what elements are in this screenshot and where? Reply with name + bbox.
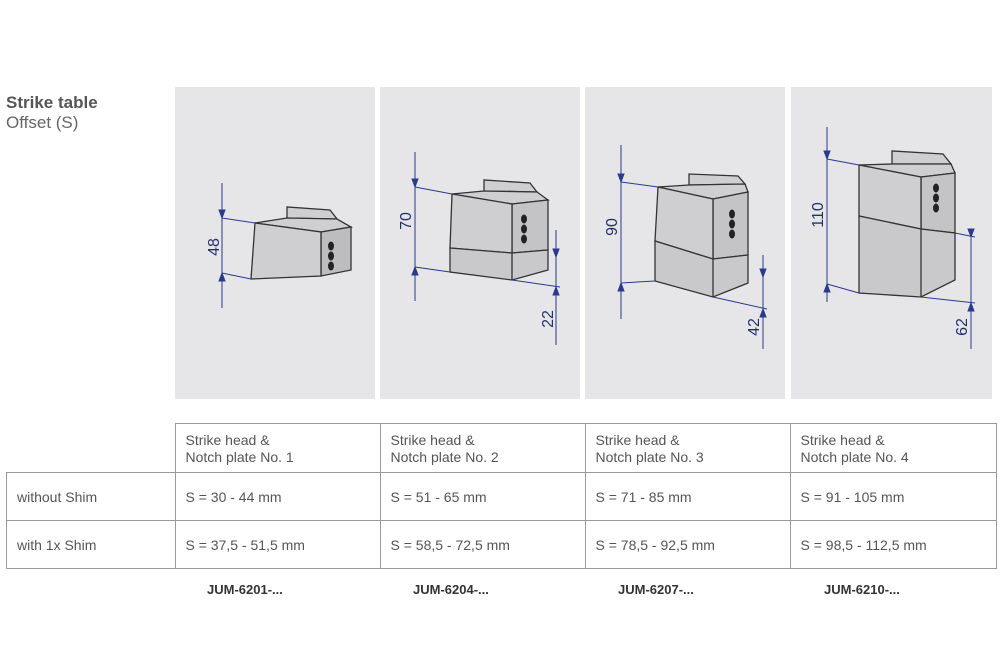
header-line2: Notch plate No. 1 xyxy=(185,449,294,465)
header-line1: Strike head & xyxy=(390,432,475,448)
table-cell: S = 78,5 - 92,5 mm xyxy=(585,521,790,569)
header-line2: Notch plate No. 2 xyxy=(390,449,499,465)
row-label-with-shim: with 1x Shim xyxy=(7,521,176,569)
header-line2: Notch plate No. 4 xyxy=(800,449,909,465)
strike-panel-3 xyxy=(585,87,785,399)
strike-head-1-drawing xyxy=(175,87,375,399)
table-row xyxy=(7,473,997,521)
strike-head-2-drawing xyxy=(380,87,580,399)
table-cell: S = 37,5 - 51,5 mm xyxy=(175,521,380,569)
table-cell: S = 91 - 105 mm xyxy=(790,473,996,521)
table-header-cell xyxy=(380,424,585,473)
page-subtitle: Offset (S) xyxy=(6,113,79,132)
article-code-1: JUM-6201-... xyxy=(207,582,283,597)
strike-panel-2 xyxy=(380,87,580,399)
dimension-label-70: 70 xyxy=(398,212,415,230)
header-line1: Strike head & xyxy=(595,432,680,448)
strike-head-1-shape xyxy=(251,207,351,279)
slot-holes-2 xyxy=(521,215,527,244)
article-code-2: JUM-6204-... xyxy=(413,582,489,597)
strike-head-3-drawing xyxy=(585,87,785,399)
table-cell: S = 51 - 65 mm xyxy=(380,473,585,521)
table-cell: S = 98,5 - 112,5 mm xyxy=(790,521,996,569)
strike-head-4-drawing xyxy=(791,87,992,399)
dimension-label-22: 22 xyxy=(540,310,557,328)
strike-head-2-shape xyxy=(450,180,548,280)
row-label-without-shim: without Shim xyxy=(7,473,176,521)
article-code-3: JUM-6207-... xyxy=(618,582,694,597)
slot-holes-1 xyxy=(328,242,334,271)
slot-holes-3 xyxy=(729,210,735,239)
table-header-cell xyxy=(790,424,996,473)
table-cell: S = 58,5 - 72,5 mm xyxy=(380,521,585,569)
page-title: Strike table xyxy=(6,93,98,112)
header-line2: Notch plate No. 3 xyxy=(595,449,704,465)
header-line1: Strike head & xyxy=(800,432,885,448)
strike-panel-1 xyxy=(175,87,375,399)
slot-holes-4 xyxy=(933,184,939,213)
table-header-row xyxy=(7,424,997,473)
title-block xyxy=(6,93,98,133)
table-row xyxy=(7,521,997,569)
strike-head-4-shape xyxy=(859,151,955,297)
dimension-label-110: 110 xyxy=(810,202,827,228)
article-code-4: JUM-6210-... xyxy=(824,582,900,597)
table-cell: S = 71 - 85 mm xyxy=(585,473,790,521)
strike-panel-4 xyxy=(791,87,992,399)
dimension-label-48: 48 xyxy=(206,238,223,256)
header-line1: Strike head & xyxy=(185,432,270,448)
dimension-label-62: 62 xyxy=(954,318,971,336)
dimension-lines-1 xyxy=(219,183,255,308)
strike-table xyxy=(6,423,997,569)
table-cell: S = 30 - 44 mm xyxy=(175,473,380,521)
table-header-cell xyxy=(175,424,380,473)
table-header-cell xyxy=(585,424,790,473)
table-corner-cell xyxy=(7,424,176,473)
dimension-label-42: 42 xyxy=(746,318,763,336)
dimension-label-90: 90 xyxy=(604,218,621,236)
